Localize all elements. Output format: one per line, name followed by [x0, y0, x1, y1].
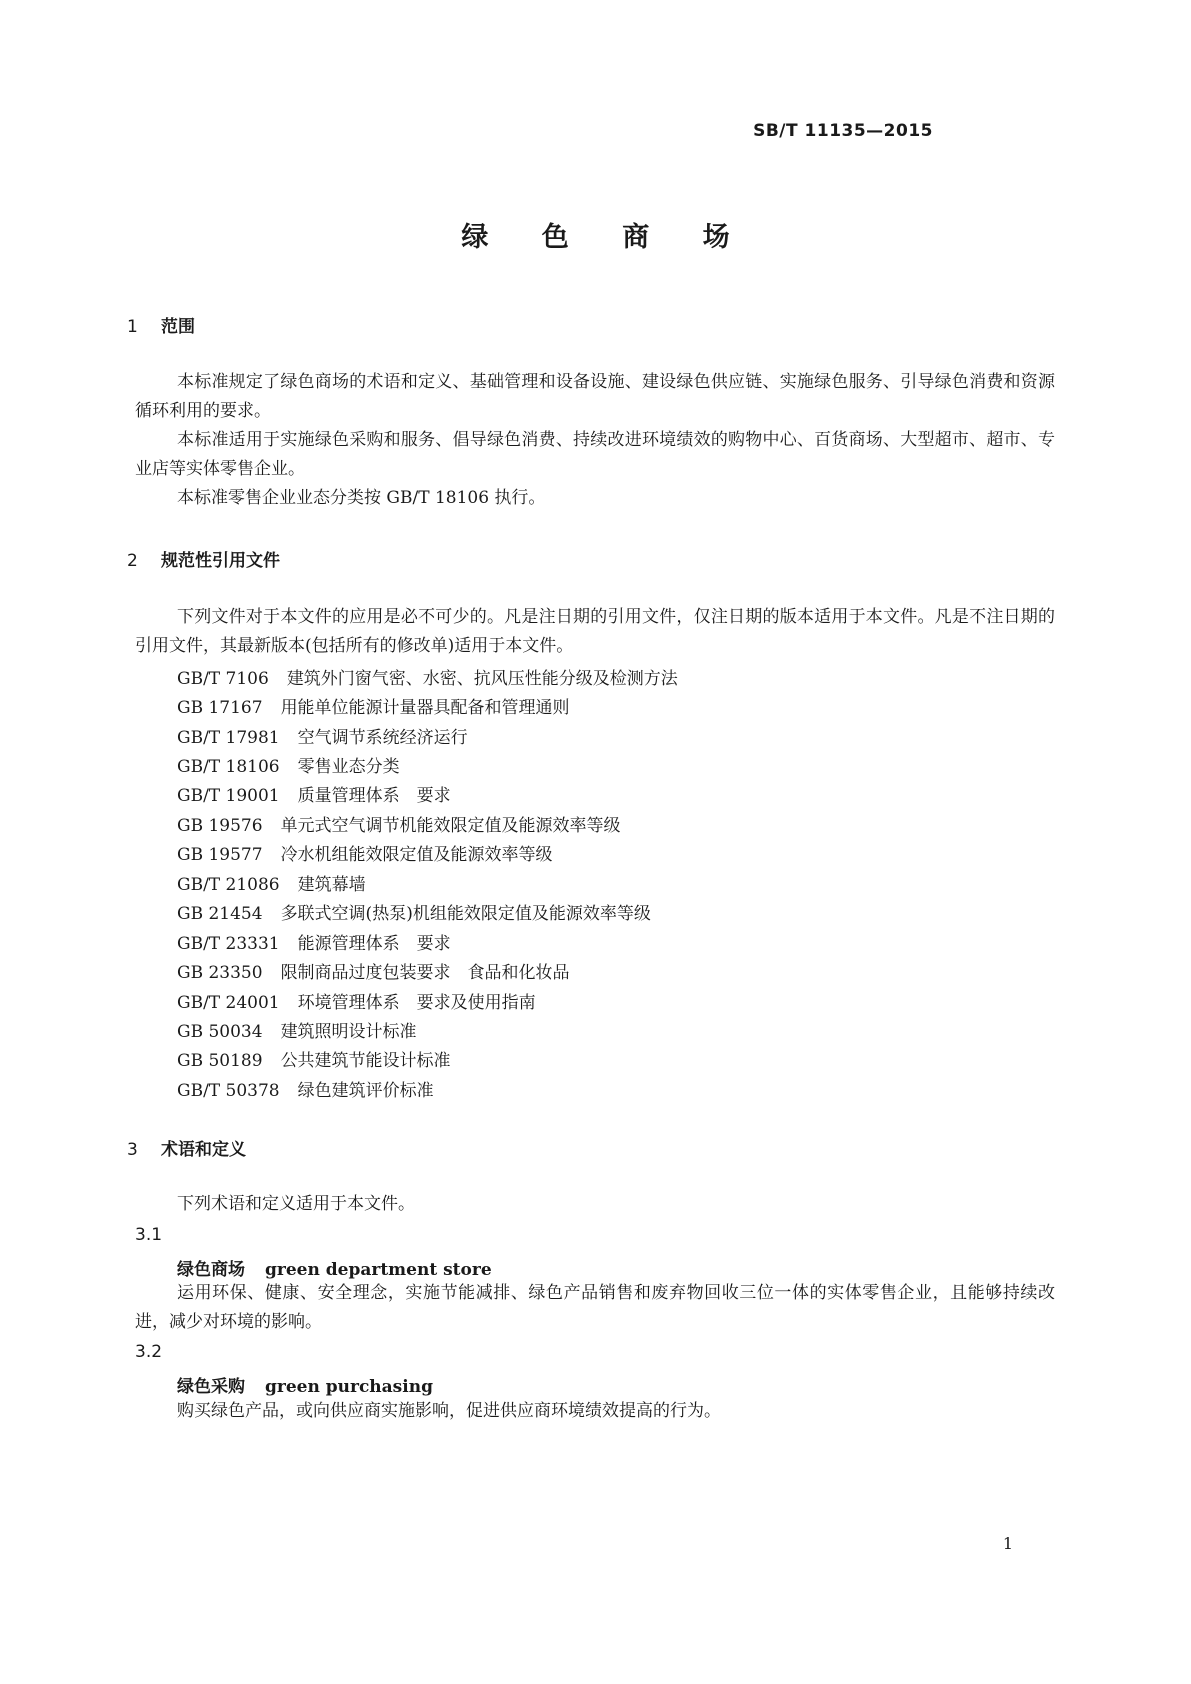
reference-item [177, 811, 621, 836]
reference-item [177, 840, 553, 865]
reference-code: GB/T 17981 [177, 728, 280, 748]
paragraph: 下列术语和定义适用于本文件。 [177, 1194, 415, 1214]
reference-title: 建筑外门窗气密、水密、抗风压性能分级及检测方法 [286, 669, 678, 689]
section-3-heading [127, 1135, 246, 1160]
term-zh: 绿色采购 [177, 1377, 245, 1397]
term-en: green department store [265, 1260, 492, 1280]
reference-code: GB/T 23331 [177, 934, 280, 954]
reference-title: 零售业态分类 [297, 757, 400, 777]
reference-code: GB/T 24001 [177, 993, 280, 1013]
standard-code: SB/T 11135—2015 [753, 121, 933, 141]
reference-item [177, 1076, 434, 1101]
reference-item [177, 723, 468, 748]
reference-item [177, 693, 570, 718]
reference-item [177, 899, 651, 924]
reference-code: GB 17167 [177, 698, 263, 718]
reference-title: 质量管理体系 要求 [297, 786, 451, 806]
section-title: 规范性引用文件 [161, 551, 280, 571]
reference-title: 用能单位能源计量器具配备和管理通则 [280, 698, 570, 718]
reference-code: GB/T 50378 [177, 1081, 280, 1101]
paragraph: 本标准零售企业业态分类按 GB/T 18106 执行。 [177, 488, 546, 508]
reference-title: 建筑照明设计标准 [280, 1022, 417, 1042]
paragraph: 本标准规定了绿色商场的术语和定义、基础管理和设备设施、建设绿色供应链、实施绿色服务、引导绿色消费和资源循环利用的要求。 [135, 372, 1055, 421]
reference-title: 环境管理体系 要求及使用指南 [297, 993, 536, 1013]
reference-item [177, 781, 451, 806]
reference-title: 能源管理体系 要求 [297, 934, 451, 954]
reference-code: GB/T 18106 [177, 757, 280, 777]
reference-code: GB/T 7106 [177, 669, 269, 689]
reference-item [177, 1046, 451, 1071]
paragraph: 下列文件对于本文件的应用是必不可少的。凡是注日期的引用文件，仅注日期的版本适用于本文件。凡是不注日期的引用文件，其最新版本(包括所有的修改单)适用于本文件。 [135, 607, 1055, 656]
reference-item [177, 988, 536, 1013]
reference-title: 空气调节系统经济运行 [297, 728, 468, 748]
reference-code: GB/T 21086 [177, 875, 280, 895]
reference-title: 多联式空调(热泵)机组能效限定值及能源效率等级 [280, 904, 651, 924]
section-title: 术语和定义 [161, 1140, 246, 1160]
term-definition: 购买绿色产品，或向供应商实施影响，促进供应商环境绩效提高的行为。 [177, 1401, 721, 1421]
reference-title: 单元式空气调节机能效限定值及能源效率等级 [280, 816, 621, 836]
reference-item [177, 958, 570, 983]
reference-code: GB 19577 [177, 845, 263, 865]
reference-code: GB 21454 [177, 904, 263, 924]
term-heading [177, 1255, 492, 1280]
reference-item [177, 929, 451, 954]
reference-code: GB/T 19001 [177, 786, 280, 806]
document-title: 绿 色 商 场 [461, 222, 752, 253]
reference-title: 限制商品过度包装要求 食品和化妆品 [280, 963, 570, 983]
section-number: 2 [127, 551, 138, 571]
reference-item [177, 870, 366, 895]
reference-title: 绿色建筑评价标准 [297, 1081, 434, 1101]
section-number: 3 [127, 1140, 138, 1160]
reference-title: 公共建筑节能设计标准 [280, 1051, 451, 1071]
term-number: 3.2 [135, 1342, 163, 1362]
page-number: 1 [1002, 1534, 1013, 1553]
term-definition: 运用环保、健康、安全理念，实施节能减排、绿色产品销售和废弃物回收三位一体的实体零售企业，且能够持续改进，减少对环境的影响。 [135, 1283, 1055, 1332]
term-en: green purchasing [265, 1377, 433, 1397]
section-number: 1 [127, 317, 138, 337]
term-heading [177, 1372, 433, 1397]
section-2-heading [127, 546, 280, 571]
term-zh: 绿色商场 [177, 1260, 245, 1280]
paragraph: 本标准适用于实施绿色采购和服务、倡导绿色消费、持续改进环境绩效的购物中心、百货商场、大型超市、超市、专业店等实体零售企业。 [135, 430, 1055, 479]
term-number: 3.1 [135, 1225, 163, 1245]
reference-code: GB 19576 [177, 816, 263, 836]
reference-item [177, 752, 400, 777]
section-1-heading [127, 312, 195, 337]
reference-title: 建筑幕墙 [297, 875, 366, 895]
reference-code: GB 50034 [177, 1022, 263, 1042]
reference-title: 冷水机组能效限定值及能源效率等级 [280, 845, 553, 865]
reference-code: GB 50189 [177, 1051, 263, 1071]
reference-item [177, 1017, 417, 1042]
reference-code: GB 23350 [177, 963, 263, 983]
section-title: 范围 [161, 317, 195, 337]
reference-item [177, 664, 678, 689]
